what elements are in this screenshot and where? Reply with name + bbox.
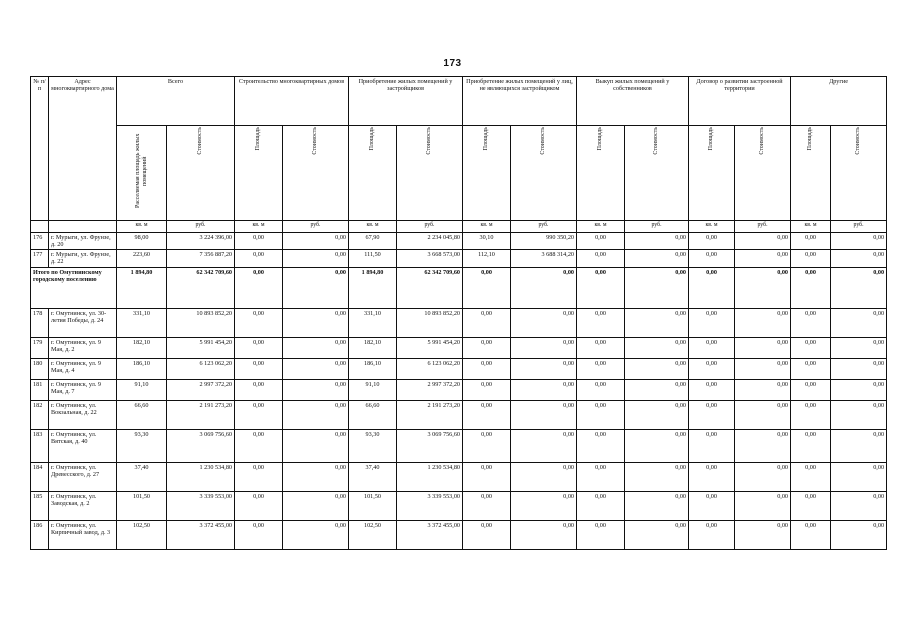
page-number: 173	[443, 58, 462, 69]
cell-area: 0,00	[235, 250, 283, 267]
header-sub-cost: Стоимость	[283, 126, 349, 221]
row-address: г. Мурыги, ул. Фрунзе, д. 22	[49, 250, 117, 267]
cell-area: 1 894,80	[349, 267, 397, 308]
row-address: г. Омутнинск, ул. Древесского, д. 27	[49, 462, 117, 491]
cell-cost: 62 342 709,60	[167, 267, 235, 308]
cell-cost: 0,00	[283, 462, 349, 491]
cell-cost: 0,00	[625, 400, 689, 429]
cell-area: 0,00	[463, 429, 511, 462]
cell-cost: 0,00	[283, 400, 349, 429]
cell-cost: 0,00	[831, 491, 887, 520]
cell-area: 0,00	[235, 267, 283, 308]
header-group-buyout: Выкуп жилых помещений у собственников	[577, 77, 689, 126]
cell-area: 0,00	[463, 520, 511, 549]
cell-area: 0,00	[463, 462, 511, 491]
cell-area: 0,00	[235, 462, 283, 491]
cell-area: 0,00	[577, 233, 625, 250]
row-index: 178	[31, 308, 49, 337]
cell-area: 0,00	[235, 520, 283, 549]
cell-cost: 2 191 273,20	[167, 400, 235, 429]
header-sub-cost: Стоимость	[397, 126, 463, 221]
header-group-construction: Строительство многоквартирных домов	[235, 77, 349, 126]
row-address: г. Омутнинск, ул. 9 Мая, д. 4	[49, 358, 117, 379]
cell-area: 0,00	[235, 491, 283, 520]
cell-area: 0,00	[689, 267, 735, 308]
cell-cost: 0,00	[625, 491, 689, 520]
cell-cost: 0,00	[283, 250, 349, 267]
cell-area: 101,50	[349, 491, 397, 520]
row-address: г. Омутнинск, ул. Вокзальная, д. 22	[49, 400, 117, 429]
cell-area: 30,10	[463, 233, 511, 250]
header-group-other: Другие	[791, 77, 887, 126]
header-row-sub	[31, 126, 887, 221]
cell-area: 112,10	[463, 250, 511, 267]
cell-area: 0,00	[689, 358, 735, 379]
cell-cost: 0,00	[511, 429, 577, 462]
cell-area: 0,00	[791, 233, 831, 250]
cell-cost: 0,00	[625, 462, 689, 491]
cell-cost: 0,00	[511, 308, 577, 337]
cell-cost: 0,00	[511, 520, 577, 549]
cell-area: 0,00	[791, 358, 831, 379]
table-row	[31, 462, 887, 491]
cell-cost: 0,00	[625, 520, 689, 549]
cell-cost: 0,00	[283, 233, 349, 250]
table-row	[31, 429, 887, 462]
cell-cost: 0,00	[625, 337, 689, 358]
cell-cost: 0,00	[625, 233, 689, 250]
unit-cost: руб.	[397, 221, 463, 233]
cell-cost: 0,00	[735, 250, 791, 267]
cell-cost: 0,00	[283, 267, 349, 308]
cell-cost: 0,00	[735, 267, 791, 308]
cell-area: 102,50	[349, 520, 397, 549]
cell-cost: 0,00	[831, 250, 887, 267]
cell-area: 0,00	[791, 462, 831, 491]
row-address: Итого по Омутнинскому городскому поселению	[31, 267, 117, 308]
cell-cost: 3 069 756,60	[167, 429, 235, 462]
cell-cost: 0,00	[735, 233, 791, 250]
cell-area: 67,90	[349, 233, 397, 250]
cell-area: 0,00	[689, 520, 735, 549]
cell-area: 0,00	[689, 337, 735, 358]
cell-cost: 2 234 045,80	[397, 233, 463, 250]
cell-area: 186,10	[117, 358, 167, 379]
cell-cost: 0,00	[735, 491, 791, 520]
cell-cost: 0,00	[511, 379, 577, 400]
header-sub-area: Площадь	[577, 126, 625, 221]
cell-area: 0,00	[791, 267, 831, 308]
cell-cost: 0,00	[511, 400, 577, 429]
header-group-developers: Приобретение жилых помещений у застройщиков	[349, 77, 463, 126]
cell-cost: 3 372 455,00	[167, 520, 235, 549]
unit-area: кв. м	[235, 221, 283, 233]
header-sub-cost: Стоимость	[167, 126, 235, 221]
cell-cost: 5 991 454,20	[397, 337, 463, 358]
cell-cost: 2 191 273,20	[397, 400, 463, 429]
cell-cost: 0,00	[735, 308, 791, 337]
header-sub-cost: Стоимость	[831, 126, 887, 221]
cell-cost: 0,00	[625, 267, 689, 308]
row-index: 181	[31, 379, 49, 400]
row-address: г. Омутнинск, ул. Вятская, д. 40	[49, 429, 117, 462]
cell-area: 0,00	[791, 400, 831, 429]
cell-area: 0,00	[463, 337, 511, 358]
resettlement-table	[30, 76, 887, 550]
table-row	[31, 308, 887, 337]
cell-cost: 2 997 372,20	[167, 379, 235, 400]
header-sub-cost: Стоимость	[735, 126, 791, 221]
cell-cost: 3 668 573,00	[397, 250, 463, 267]
cell-area: 0,00	[577, 379, 625, 400]
unit-cost: руб.	[511, 221, 577, 233]
header-address: Адрес многоквартирного дома	[49, 77, 117, 221]
header-sub-area: Площадь	[463, 126, 511, 221]
cell-area: 0,00	[791, 491, 831, 520]
cell-cost: 0,00	[511, 462, 577, 491]
cell-cost: 2 997 372,20	[397, 379, 463, 400]
cell-area: 66,60	[117, 400, 167, 429]
cell-area: 91,10	[349, 379, 397, 400]
cell-cost: 0,00	[831, 379, 887, 400]
row-address: г. Мурыги, ул. Фрунзе, д. 20	[49, 233, 117, 250]
cell-cost: 6 123 062,20	[397, 358, 463, 379]
cell-cost: 0,00	[511, 267, 577, 308]
header-sub-cost: Стоимость	[511, 126, 577, 221]
cell-area: 0,00	[791, 379, 831, 400]
unit-area: кв. м	[689, 221, 735, 233]
unit-area: кв. м	[791, 221, 831, 233]
cell-area: 101,50	[117, 491, 167, 520]
cell-area: 0,00	[791, 250, 831, 267]
cell-area: 111,50	[349, 250, 397, 267]
cell-area: 0,00	[689, 491, 735, 520]
cell-cost: 0,00	[283, 379, 349, 400]
table-row	[31, 250, 887, 267]
cell-cost: 0,00	[625, 379, 689, 400]
cell-cost: 0,00	[283, 491, 349, 520]
cell-cost: 0,00	[511, 358, 577, 379]
cell-cost: 1 230 534,80	[397, 462, 463, 491]
cell-cost: 0,00	[283, 337, 349, 358]
cell-cost: 10 893 852,20	[397, 308, 463, 337]
cell-area: 186,10	[349, 358, 397, 379]
cell-cost: 0,00	[735, 520, 791, 549]
table-row	[31, 358, 887, 379]
cell-area: 0,00	[689, 308, 735, 337]
cell-cost: 0,00	[283, 520, 349, 549]
cell-cost: 0,00	[735, 379, 791, 400]
cell-cost: 0,00	[511, 491, 577, 520]
cell-area: 98,00	[117, 233, 167, 250]
cell-cost: 62 342 709,60	[397, 267, 463, 308]
row-index: 186	[31, 520, 49, 549]
cell-cost: 0,00	[735, 337, 791, 358]
header-sub-area-total: Расселяемая площадь жилых помещений	[117, 126, 167, 221]
cell-area: 0,00	[235, 429, 283, 462]
cell-cost: 0,00	[283, 358, 349, 379]
cell-cost: 3 069 756,60	[397, 429, 463, 462]
row-address: г. Омутнинск, ул. Кирпичный завод, д. 3	[49, 520, 117, 549]
row-address: г. Омутнинск, ул. 9 Мая, д. 2	[49, 337, 117, 358]
cell-cost: 0,00	[625, 358, 689, 379]
header-sub-area: Площадь	[689, 126, 735, 221]
cell-area: 66,60	[349, 400, 397, 429]
cell-cost: 0,00	[831, 358, 887, 379]
cell-area: 0,00	[689, 233, 735, 250]
cell-area: 37,40	[117, 462, 167, 491]
cell-cost: 0,00	[831, 520, 887, 549]
cell-cost: 0,00	[831, 462, 887, 491]
row-index: 183	[31, 429, 49, 462]
row-address: г. Омутнинск, ул. Заводская, д. 2	[49, 491, 117, 520]
cell-cost: 0,00	[625, 429, 689, 462]
cell-area: 0,00	[463, 379, 511, 400]
unit-cost: руб.	[735, 221, 791, 233]
table-row	[31, 337, 887, 358]
cell-cost: 3 688 314,20	[511, 250, 577, 267]
cell-cost: 0,00	[831, 308, 887, 337]
cell-area: 0,00	[791, 308, 831, 337]
unit-area: кв. м	[117, 221, 167, 233]
header-group-total: Всего	[117, 77, 235, 126]
cell-area: 0,00	[235, 400, 283, 429]
unit-cost: руб.	[831, 221, 887, 233]
cell-cost: 3 339 553,00	[397, 491, 463, 520]
table-row	[31, 520, 887, 549]
cell-area: 223,60	[117, 250, 167, 267]
cell-area: 0,00	[577, 520, 625, 549]
cell-cost: 0,00	[831, 337, 887, 358]
cell-area: 0,00	[463, 491, 511, 520]
cell-cost: 0,00	[735, 429, 791, 462]
cell-cost: 990 350,20	[511, 233, 577, 250]
cell-cost: 0,00	[735, 462, 791, 491]
cell-cost: 6 123 062,20	[167, 358, 235, 379]
row-index: 180	[31, 358, 49, 379]
cell-area: 0,00	[577, 462, 625, 491]
table-body	[31, 233, 887, 550]
row-index: 182	[31, 400, 49, 429]
cell-area: 0,00	[689, 250, 735, 267]
cell-area: 1 894,80	[117, 267, 167, 308]
cell-cost: 1 230 534,80	[167, 462, 235, 491]
cell-cost: 0,00	[831, 233, 887, 250]
cell-area: 182,10	[117, 337, 167, 358]
cell-cost: 0,00	[831, 400, 887, 429]
cell-area: 91,10	[117, 379, 167, 400]
table-row	[31, 233, 887, 250]
cell-area: 0,00	[791, 520, 831, 549]
cell-area: 0,00	[689, 462, 735, 491]
cell-cost: 10 893 852,20	[167, 308, 235, 337]
cell-area: 0,00	[235, 337, 283, 358]
cell-cost: 0,00	[283, 308, 349, 337]
cell-area: 0,00	[235, 358, 283, 379]
header-sub-area: Площадь	[791, 126, 831, 221]
cell-area: 0,00	[577, 400, 625, 429]
cell-area: 0,00	[791, 429, 831, 462]
header-group-territory: Договор о развитии застроенной территории	[689, 77, 791, 126]
cell-cost: 3 372 455,00	[397, 520, 463, 549]
row-index: 185	[31, 491, 49, 520]
cell-cost: 7 356 887,20	[167, 250, 235, 267]
row-address: г. Омутнинск, ул. 30-летия Победы, д. 24	[49, 308, 117, 337]
cell-area: 182,10	[349, 337, 397, 358]
row-index: 177	[31, 250, 49, 267]
unit-area: кв. м	[349, 221, 397, 233]
cell-area: 0,00	[577, 250, 625, 267]
unit-cost: руб.	[283, 221, 349, 233]
header-sub-area: Площадь	[235, 126, 283, 221]
row-index: 176	[31, 233, 49, 250]
header-group-non-developers: Приобретение жилых помещений у лиц, не являющихся застройщиком	[463, 77, 577, 126]
header-sub-area: Площадь	[349, 126, 397, 221]
cell-cost: 3 339 553,00	[167, 491, 235, 520]
table-row-total	[31, 267, 887, 308]
header-num: № п/п	[31, 77, 49, 221]
cell-area: 0,00	[689, 400, 735, 429]
table-row	[31, 400, 887, 429]
cell-area: 93,30	[349, 429, 397, 462]
cell-cost: 3 224 396,00	[167, 233, 235, 250]
cell-area: 0,00	[235, 233, 283, 250]
cell-area: 331,10	[349, 308, 397, 337]
unit-cost: руб.	[625, 221, 689, 233]
header-sub-cost: Стоимость	[625, 126, 689, 221]
cell-cost: 0,00	[735, 358, 791, 379]
cell-cost: 0,00	[831, 429, 887, 462]
cell-area: 102,50	[117, 520, 167, 549]
cell-area: 0,00	[577, 429, 625, 462]
cell-area: 0,00	[463, 358, 511, 379]
cell-cost: 0,00	[283, 429, 349, 462]
cell-area: 0,00	[463, 308, 511, 337]
row-index: 179	[31, 337, 49, 358]
cell-area: 0,00	[463, 267, 511, 308]
cell-area: 0,00	[577, 358, 625, 379]
table-row	[31, 491, 887, 520]
units-row	[31, 221, 887, 233]
cell-area: 0,00	[577, 308, 625, 337]
cell-area: 0,00	[463, 400, 511, 429]
cell-area: 93,30	[117, 429, 167, 462]
cell-area: 0,00	[235, 379, 283, 400]
unit-area: кв. м	[463, 221, 511, 233]
cell-area: 0,00	[235, 308, 283, 337]
table-row	[31, 379, 887, 400]
row-index: 184	[31, 462, 49, 491]
cell-area: 0,00	[577, 491, 625, 520]
cell-cost: 0,00	[625, 308, 689, 337]
cell-area: 0,00	[577, 337, 625, 358]
cell-cost: 0,00	[625, 250, 689, 267]
header-row-groups	[31, 77, 887, 126]
cell-area: 0,00	[791, 337, 831, 358]
cell-cost: 0,00	[831, 267, 887, 308]
cell-area: 0,00	[577, 267, 625, 308]
cell-area: 37,40	[349, 462, 397, 491]
cell-cost: 0,00	[735, 400, 791, 429]
cell-cost: 0,00	[511, 337, 577, 358]
row-address: г. Омутнинск, ул. 9 Мая, д. 7	[49, 379, 117, 400]
cell-area: 0,00	[689, 379, 735, 400]
cell-area: 0,00	[689, 429, 735, 462]
cell-cost: 5 991 454,20	[167, 337, 235, 358]
cell-area: 331,10	[117, 308, 167, 337]
unit-cost: руб.	[167, 221, 235, 233]
unit-area: кв. м	[577, 221, 625, 233]
